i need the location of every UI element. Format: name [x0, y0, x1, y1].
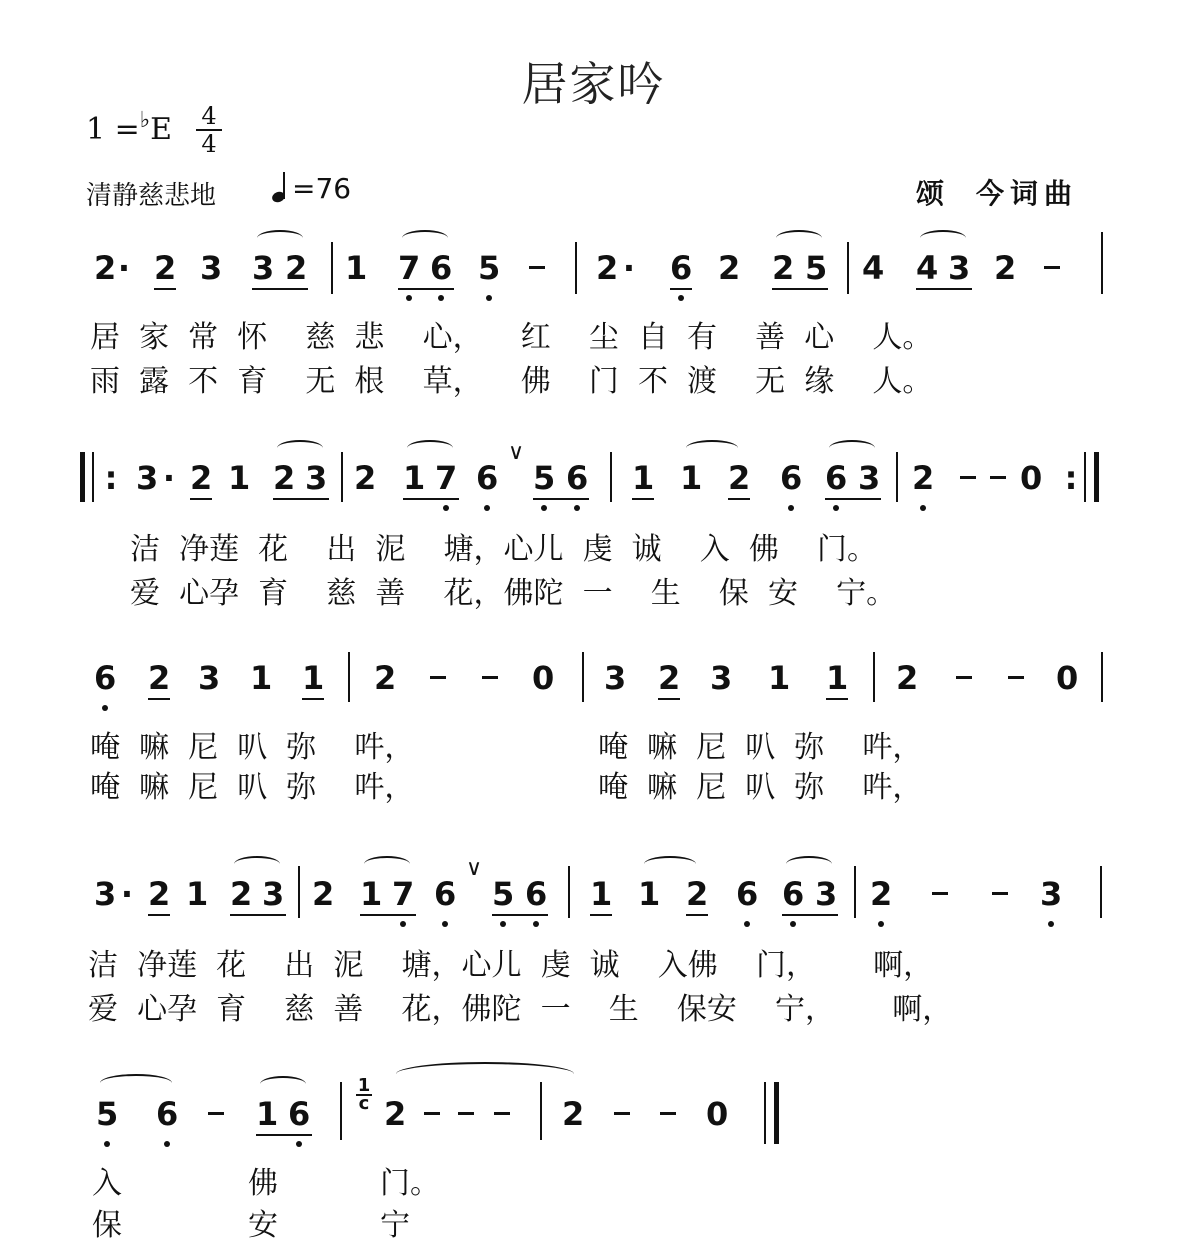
note: 2 [273, 459, 296, 497]
note: 4 [862, 249, 885, 287]
note: 6 [736, 875, 759, 913]
aug-dot: · [622, 249, 636, 287]
lyrics-line: 洁 净莲 花 出 泥 塘，心儿 虔 诚 入佛 门， 啊， [88, 948, 934, 983]
note: 1 [256, 1095, 279, 1133]
note: 2 [772, 249, 795, 287]
note: 1 [632, 459, 655, 497]
lyrics-line: 爱 心孕 育 慈 善 花，佛陀 一 生 保 安 宁。 [130, 576, 897, 611]
note: 2 [374, 659, 397, 697]
note: 3 [1040, 875, 1063, 913]
lyrics-word: 宁 [380, 1208, 410, 1243]
lyrics-word: 安 [248, 1208, 278, 1243]
lyrics-word: 门。 [380, 1166, 440, 1201]
volta-mark [356, 1075, 372, 1114]
note: 2 [596, 249, 619, 287]
note: 3 [858, 459, 881, 497]
note: 2 [285, 249, 308, 287]
note: 1 [638, 875, 661, 913]
note: 6 [525, 875, 548, 913]
note: 2 [148, 875, 171, 913]
repeat-end: : [1064, 459, 1078, 497]
song-title: 居家吟 [521, 57, 666, 111]
lyrics-word: 佛 [248, 1166, 278, 1201]
composer-credit [916, 172, 1078, 212]
tempo-mark [272, 172, 351, 205]
breath-mark: ∨ [508, 440, 525, 465]
lyrics-word: 保 [92, 1208, 122, 1243]
note: 6 [434, 875, 457, 913]
note: 6 [94, 659, 117, 697]
key-signature [86, 108, 173, 147]
note: 6 [430, 249, 453, 287]
note: 1 [590, 875, 613, 913]
note: 1 [186, 875, 209, 913]
note: 5 [96, 1095, 119, 1133]
note: 6 [670, 249, 693, 287]
note: 0 [532, 659, 555, 697]
time-signature [196, 104, 222, 156]
note: 6 [156, 1095, 179, 1133]
note: 3 [200, 249, 223, 287]
note: 2 [148, 659, 171, 697]
note: 1 [680, 459, 703, 497]
repeat-start: : [104, 459, 118, 497]
note: 7 [435, 459, 458, 497]
note: 2 [896, 659, 919, 697]
aug-dot: · [162, 459, 176, 497]
key-note: E [150, 112, 173, 147]
note: 1 [345, 249, 368, 287]
note: 2 [230, 875, 253, 913]
note: 6 [288, 1095, 311, 1133]
note: 1 [826, 659, 849, 697]
note: 3 [948, 249, 971, 287]
note: 3 [710, 659, 733, 697]
key-prefix: 1 = [86, 112, 140, 147]
aug-dot: · [117, 249, 131, 287]
note: 3 [136, 459, 159, 497]
note: 1 [768, 659, 791, 697]
note: 1 [228, 459, 251, 497]
lyrics-line: 唵 嘛 尼 叭 弥 吽， [598, 770, 923, 805]
flat-icon: ♭ [139, 108, 151, 133]
lyrics-line: 唵 嘛 尼 叭 弥 吽， [598, 730, 923, 765]
time-bottom: 4 [201, 130, 217, 158]
note: 2 [190, 459, 213, 497]
note: 7 [398, 249, 421, 287]
note: 2 [154, 249, 177, 287]
aug-dot: · [120, 875, 134, 913]
note: 5 [805, 249, 828, 287]
time-top: 4 [201, 102, 217, 130]
note: 2 [658, 659, 681, 697]
note: 2 [718, 249, 741, 287]
note: 0 [1020, 459, 1043, 497]
lyrics-line: 爱 心孕 育 慈 善 花，佛陀 一 生 保安 宁， 啊， [88, 992, 953, 1027]
note: 1 [360, 875, 383, 913]
note: 0 [1056, 659, 1079, 697]
note: 7 [392, 875, 415, 913]
note: 2 [312, 875, 335, 913]
note: 3 [94, 875, 117, 913]
note: 2 [354, 459, 377, 497]
note: 6 [780, 459, 803, 497]
breath-mark: ∨ [466, 856, 483, 881]
note: 2 [912, 459, 935, 497]
note: 3 [305, 459, 328, 497]
note: 2 [728, 459, 751, 497]
note: 1 [302, 659, 325, 697]
tempo-value: =76 [292, 172, 352, 205]
note: 3 [262, 875, 285, 913]
expression-mark: 清静慈悲地 [86, 181, 217, 211]
note: 2 [994, 249, 1017, 287]
note: 6 [782, 875, 805, 913]
note: 1 [250, 659, 273, 697]
credit-a: 颂 [916, 177, 951, 210]
volta-sub: c [358, 1093, 370, 1114]
note: 5 [492, 875, 515, 913]
lyrics-line: 居 家 常 怀 慈 悲 心， 红 尘 自 有 善 心 人。 [90, 320, 933, 355]
note: 2 [870, 875, 893, 913]
note: 5 [533, 459, 556, 497]
note: 2 [384, 1095, 407, 1133]
note: 2 [94, 249, 117, 287]
lyrics-line: 唵 嘛 尼 叭 弥 吽， [90, 770, 415, 805]
note: 6 [566, 459, 589, 497]
note: 3 [198, 659, 221, 697]
note: 6 [825, 459, 848, 497]
lyrics-line: 唵 嘛 尼 叭 弥 吽， [90, 730, 415, 765]
note: 1 [403, 459, 426, 497]
note: 4 [916, 249, 939, 287]
note: 3 [252, 249, 275, 287]
note: 6 [476, 459, 499, 497]
credit-b: 今词曲 [976, 177, 1079, 210]
note: 2 [562, 1095, 585, 1133]
note: 3 [604, 659, 627, 697]
note: 5 [478, 249, 501, 287]
lyrics-word: 入 [92, 1166, 122, 1201]
quarter-note-icon [272, 172, 286, 202]
note: 0 [706, 1095, 729, 1133]
lyrics-line: 雨 露 不 育 无 根 草， 佛 门 不 渡 无 缘 人。 [90, 364, 933, 399]
volta-num: 1 [357, 1075, 371, 1096]
note: 2 [686, 875, 709, 913]
note: 3 [815, 875, 838, 913]
lyrics-line: 洁 净莲 花 出 泥 塘，心儿 虔 诚 入 佛 门。 [130, 532, 878, 567]
